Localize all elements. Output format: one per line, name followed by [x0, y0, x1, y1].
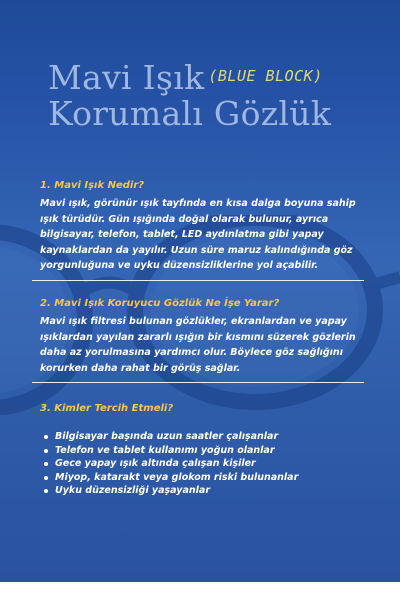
- section-2-heading: 2. Mavi Işık Koruyucu Gözlük Ne İşe Yarar?: [40, 298, 280, 309]
- audience-list: [40, 430, 365, 498]
- list-item: Bilgisayar başında uzun saatler çalışanlar: [40, 430, 365, 444]
- section-2: [40, 298, 365, 376]
- title-text-1: Mavi Işık: [48, 58, 205, 97]
- title-line-1: [48, 58, 331, 96]
- section-1-body: Mavi ışık, görünür ışık tayfında en kısa dalga boyuna sahip ışık türüdür. Gün ışığında doğal olarak bulunur, ayrıca bilgisayar, telefon, tablet, LED aydınlatma gibi yapay kaynaklardan da yayılır. Uzun süre maruz kalındığında göz yorgunluğuna ve uyku düzensizliklerine yol açabilir.: [40, 198, 356, 271]
- list-item: Gece yapay ışık altında çalışan kişiler: [40, 457, 365, 471]
- list-item: Uyku düzensizliği yaşayanlar: [40, 484, 365, 498]
- section-3-heading: 3. Kimler Tercih Etmeli?: [40, 403, 174, 414]
- section-3: [40, 403, 365, 498]
- divider-1: [32, 280, 364, 281]
- section-1: [40, 180, 365, 274]
- title-tag: (BLUE BLOCK): [208, 67, 323, 85]
- list-item: Telefon ve tablet kullanımı yoğun olanlar: [40, 444, 365, 458]
- section-1-heading: 1. Mavi Işık Nedir?: [40, 180, 145, 191]
- divider-2: [32, 382, 364, 383]
- list-item: Miyop, katarakt veya glokom riski bulunanlar: [40, 471, 365, 485]
- title-line-2: Korumalı Gözlük: [48, 94, 332, 133]
- page-title: [48, 58, 331, 132]
- section-2-body: Mavi ışık filtresi bulunan gözlükler, ekranlardan ve yapay ışıklardan yayılan zararlı ışığın bir kısmını süzerek gözlerin daha az yorulmasına yardımcı olur. Böylece göz sağlığını korurken daha rahat bir görüş sağlar.: [40, 316, 356, 374]
